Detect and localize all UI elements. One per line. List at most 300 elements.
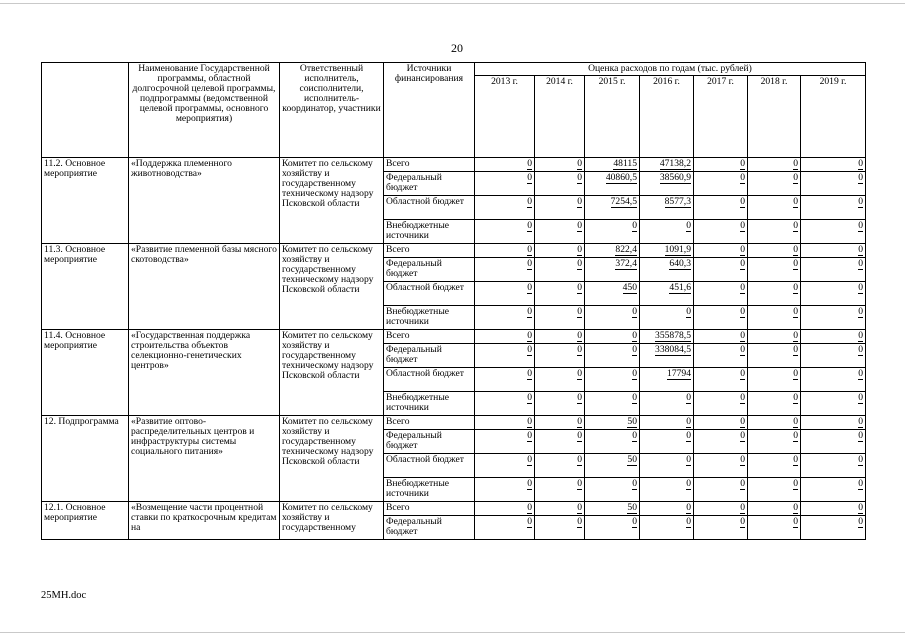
value-text: 7254,5 <box>610 196 637 207</box>
value-text: 0 <box>686 502 691 513</box>
value-text: 0 <box>740 244 745 255</box>
value-cell <box>801 258 866 282</box>
value-cell <box>535 330 585 344</box>
value-text: 0 <box>527 196 532 207</box>
value-text: 0 <box>740 502 745 513</box>
value-cell <box>585 368 640 392</box>
value-cell <box>801 344 866 368</box>
value-text: 450 <box>622 282 637 293</box>
value-text: 0 <box>632 220 637 231</box>
value-text: 17794 <box>667 368 691 379</box>
value-cell <box>748 306 801 330</box>
value-text: 0 <box>686 454 691 465</box>
value-text: 0 <box>632 516 637 527</box>
value-cell <box>535 516 585 540</box>
value-cell <box>801 158 866 172</box>
value-text: 8577,3 <box>664 196 691 207</box>
value-cell <box>585 306 640 330</box>
value-cell <box>535 196 585 220</box>
value-text: 0 <box>632 430 637 441</box>
value-text: 0 <box>577 454 582 465</box>
row-id-cell: 11.3. Основное мероприятие <box>42 244 129 330</box>
value-text: 0 <box>858 258 863 269</box>
value-cell <box>694 454 748 478</box>
value-cell <box>748 172 801 196</box>
value-text: 0 <box>793 158 798 169</box>
row-name-cell: «Поддержка племенного животноводства» <box>129 158 280 244</box>
value-text: 0 <box>577 158 582 169</box>
value-text: 0 <box>858 502 863 513</box>
value-cell <box>535 454 585 478</box>
value-text: 0 <box>577 196 582 207</box>
table-row <box>42 502 866 516</box>
value-text: 0 <box>740 306 745 317</box>
value-text: 0 <box>858 392 863 403</box>
funding-source-cell: Всего <box>384 502 475 516</box>
value-text: 0 <box>527 172 532 183</box>
funding-source-cell: Федеральный бюджет <box>384 430 475 454</box>
value-cell <box>748 454 801 478</box>
header-name-column: Наименование Государственной программы, областной долгосрочной целевой программы, подпрограммы (ведомственной целевой программы, основного мероприятия) <box>129 63 280 158</box>
value-cell <box>475 196 535 220</box>
value-text: 0 <box>740 158 745 169</box>
value-cell <box>748 158 801 172</box>
value-text: 0 <box>686 220 691 231</box>
value-cell <box>640 172 694 196</box>
value-text: 0 <box>793 368 798 379</box>
value-cell <box>640 416 694 430</box>
value-cell <box>748 196 801 220</box>
row-responsible-cell: Комитет по сельскому хозяйству и государственному техническому надзору Псковской области <box>280 416 384 502</box>
value-cell <box>640 454 694 478</box>
value-text: 0 <box>577 344 582 355</box>
value-cell <box>640 282 694 306</box>
value-cell <box>585 454 640 478</box>
value-cell <box>475 416 535 430</box>
value-cell <box>535 416 585 430</box>
value-text: 0 <box>793 258 798 269</box>
value-text: 50 <box>627 454 637 465</box>
funding-source-cell: Федеральный бюджет <box>384 344 475 368</box>
value-cell <box>585 258 640 282</box>
value-text: 0 <box>858 172 863 183</box>
value-text: 0 <box>740 172 745 183</box>
row-name-cell: «Развитие оптово-распределительных центров и инфраструктуры системы социального питания» <box>129 416 280 502</box>
value-cell <box>748 258 801 282</box>
value-text: 0 <box>793 330 798 341</box>
value-text: 0 <box>740 430 745 441</box>
value-cell <box>748 430 801 454</box>
value-text: 0 <box>527 516 532 527</box>
value-cell <box>748 368 801 392</box>
value-cell <box>535 220 585 244</box>
value-cell <box>748 392 801 416</box>
value-text: 0 <box>858 158 863 169</box>
value-text: 50 <box>627 502 637 513</box>
row-id-cell: 11.2. Основное мероприятие <box>42 158 129 244</box>
value-text: 0 <box>527 502 532 513</box>
table-row <box>42 416 866 430</box>
value-text: 0 <box>793 478 798 489</box>
value-text: 0 <box>577 306 582 317</box>
value-text: 0 <box>858 282 863 293</box>
value-cell <box>535 306 585 330</box>
value-cell <box>585 158 640 172</box>
value-cell <box>694 282 748 306</box>
value-cell <box>535 392 585 416</box>
value-text: 0 <box>632 306 637 317</box>
budget-table-body <box>42 158 866 540</box>
header-year-2018: 2018 г. <box>748 76 801 158</box>
value-cell <box>694 478 748 502</box>
value-text: 0 <box>527 158 532 169</box>
value-cell <box>640 220 694 244</box>
value-text: 0 <box>686 416 691 427</box>
row-id-cell: 12.1. Основное мероприятие <box>42 502 129 540</box>
value-cell <box>694 368 748 392</box>
value-text: 0 <box>527 220 532 231</box>
value-cell <box>801 306 866 330</box>
value-cell <box>748 502 801 516</box>
value-cell <box>694 502 748 516</box>
value-text: 38560,9 <box>659 172 691 183</box>
row-id-cell: 12. Подпрограмма <box>42 416 129 502</box>
value-cell <box>694 430 748 454</box>
value-cell <box>748 220 801 244</box>
value-text: 0 <box>858 368 863 379</box>
value-text: 40860,5 <box>605 172 637 183</box>
value-cell <box>801 220 866 244</box>
table-row <box>42 244 866 258</box>
funding-source-cell: Федеральный бюджет <box>384 516 475 540</box>
value-text: 48115 <box>613 158 637 169</box>
value-cell <box>535 344 585 368</box>
value-text: 451,6 <box>669 282 691 293</box>
value-cell <box>694 258 748 282</box>
value-cell <box>748 344 801 368</box>
value-text: 0 <box>527 392 532 403</box>
value-cell <box>475 430 535 454</box>
value-cell <box>640 478 694 502</box>
value-cell <box>640 158 694 172</box>
value-cell <box>640 516 694 540</box>
value-cell <box>801 478 866 502</box>
value-cell <box>694 344 748 368</box>
value-cell <box>585 282 640 306</box>
value-cell <box>475 306 535 330</box>
value-cell <box>585 244 640 258</box>
value-cell <box>640 392 694 416</box>
value-cell <box>694 416 748 430</box>
value-text: 0 <box>740 392 745 403</box>
value-text: 0 <box>793 282 798 293</box>
value-cell <box>640 196 694 220</box>
value-text: 0 <box>793 306 798 317</box>
value-cell <box>640 344 694 368</box>
value-cell <box>535 502 585 516</box>
value-cell <box>585 392 640 416</box>
value-text: 0 <box>793 516 798 527</box>
table-row <box>42 330 866 344</box>
value-cell <box>585 196 640 220</box>
value-cell <box>475 330 535 344</box>
value-cell <box>694 330 748 344</box>
row-responsible-cell: Комитет по сельскому хозяйству и государственному техническому надзору Псковской области <box>280 244 384 330</box>
value-cell <box>748 478 801 502</box>
value-cell <box>585 502 640 516</box>
row-name-cell: «Развитие племенной базы мясного скотоводства» <box>129 244 280 330</box>
value-cell <box>694 220 748 244</box>
value-text: 372,4 <box>615 258 637 269</box>
header-year-2013: 2013 г. <box>475 76 535 158</box>
funding-source-cell: Федеральный бюджет <box>384 258 475 282</box>
value-cell <box>640 244 694 258</box>
value-text: 0 <box>793 220 798 231</box>
header-blank-cell <box>42 63 129 158</box>
value-text: 0 <box>632 368 637 379</box>
funding-source-cell: Областной бюджет <box>384 454 475 478</box>
value-cell <box>585 220 640 244</box>
value-cell <box>535 368 585 392</box>
value-cell <box>640 430 694 454</box>
value-text: 0 <box>577 244 582 255</box>
value-cell <box>801 392 866 416</box>
funding-source-cell: Внебюджетные источники <box>384 220 475 244</box>
value-cell <box>475 502 535 516</box>
value-text: 0 <box>527 244 532 255</box>
value-cell <box>694 516 748 540</box>
funding-source-cell: Внебюджетные источники <box>384 478 475 502</box>
value-cell <box>585 344 640 368</box>
row-name-cell: «Государственная поддержка строительства объектов селекционно-генетических центров» <box>129 330 280 416</box>
page-number: 20 <box>451 41 463 55</box>
value-cell <box>535 282 585 306</box>
value-cell <box>694 158 748 172</box>
value-text: 0 <box>740 258 745 269</box>
value-text: 0 <box>577 258 582 269</box>
value-text: 0 <box>740 220 745 231</box>
value-text: 0 <box>577 368 582 379</box>
value-text: 0 <box>793 196 798 207</box>
value-text: 0 <box>858 306 863 317</box>
value-text: 0 <box>740 368 745 379</box>
value-text: 0 <box>577 478 582 489</box>
value-text: 0 <box>632 344 637 355</box>
value-cell <box>640 330 694 344</box>
budget-table <box>41 62 866 540</box>
funding-source-cell: Внебюджетные источники <box>384 306 475 330</box>
value-text: 0 <box>577 502 582 513</box>
value-text: 0 <box>577 172 582 183</box>
value-cell <box>585 416 640 430</box>
value-text: 0 <box>793 454 798 465</box>
value-text: 822,4 <box>615 244 637 255</box>
value-text: 0 <box>740 516 745 527</box>
value-cell <box>475 478 535 502</box>
value-text: 0 <box>740 454 745 465</box>
value-text: 0 <box>793 430 798 441</box>
value-cell <box>801 516 866 540</box>
value-text: 0 <box>527 368 532 379</box>
row-responsible-cell: Комитет по сельскому хозяйству и государственному техническому надзору Псковской области <box>280 330 384 416</box>
value-text: 0 <box>740 196 745 207</box>
value-text: 0 <box>686 430 691 441</box>
value-text: 1091,9 <box>664 244 691 255</box>
value-cell <box>801 454 866 478</box>
value-cell <box>535 430 585 454</box>
value-text: 0 <box>740 330 745 341</box>
value-text: 0 <box>527 282 532 293</box>
value-text: 0 <box>577 392 582 403</box>
value-cell <box>475 516 535 540</box>
value-text: 0 <box>527 306 532 317</box>
value-cell <box>801 502 866 516</box>
value-cell <box>801 172 866 196</box>
value-text: 0 <box>577 282 582 293</box>
value-cell <box>535 258 585 282</box>
value-cell <box>475 172 535 196</box>
value-cell <box>535 244 585 258</box>
value-cell <box>694 392 748 416</box>
value-cell <box>475 244 535 258</box>
value-text: 47138,2 <box>659 158 691 169</box>
value-cell <box>585 172 640 196</box>
value-text: 0 <box>686 478 691 489</box>
value-cell <box>801 244 866 258</box>
row-responsible-cell: Комитет по сельскому хозяйству и государственному техническому надзору Псковской области <box>280 158 384 244</box>
value-cell <box>640 258 694 282</box>
value-text: 0 <box>858 416 863 427</box>
value-cell <box>694 196 748 220</box>
value-cell <box>801 416 866 430</box>
header-sources-column: Источники финансирования <box>384 63 475 158</box>
value-cell <box>585 516 640 540</box>
funding-source-cell: Всего <box>384 158 475 172</box>
value-text: 640,3 <box>669 258 691 269</box>
value-cell <box>640 502 694 516</box>
value-text: 0 <box>527 454 532 465</box>
footer-file-name: 25МН.doc <box>41 590 87 601</box>
value-text: 0 <box>858 454 863 465</box>
value-text: 0 <box>793 172 798 183</box>
value-text: 0 <box>632 330 637 341</box>
value-text: 0 <box>527 344 532 355</box>
value-text: 50 <box>627 416 637 427</box>
value-text: 0 <box>740 344 745 355</box>
funding-source-cell: Всего <box>384 330 475 344</box>
value-text: 0 <box>858 516 863 527</box>
row-name-cell: «Возмещение части процентной ставки по краткосрочным кредитам на <box>129 502 280 540</box>
value-text: 0 <box>577 516 582 527</box>
value-cell <box>475 220 535 244</box>
funding-source-cell: Федеральный бюджет <box>384 172 475 196</box>
value-text: 0 <box>793 344 798 355</box>
value-cell <box>694 172 748 196</box>
value-text: 0 <box>527 478 532 489</box>
header-year-2017: 2017 г. <box>694 76 748 158</box>
funding-source-cell: Областной бюджет <box>384 282 475 306</box>
scan-artifact-top <box>0 3 905 4</box>
value-cell <box>475 158 535 172</box>
value-cell <box>694 306 748 330</box>
table-row <box>42 158 866 172</box>
value-text: 0 <box>577 430 582 441</box>
value-cell <box>535 172 585 196</box>
value-text: 0 <box>793 244 798 255</box>
funding-source-cell: Всего <box>384 416 475 430</box>
value-cell <box>694 244 748 258</box>
value-cell <box>748 282 801 306</box>
header-year-2019: 2019 г. <box>801 76 866 158</box>
value-cell <box>801 196 866 220</box>
value-text: 0 <box>858 220 863 231</box>
header-year-2014: 2014 г. <box>535 76 585 158</box>
value-cell <box>585 478 640 502</box>
value-text: 0 <box>577 330 582 341</box>
value-cell <box>748 330 801 344</box>
value-text: 0 <box>527 258 532 269</box>
value-cell <box>475 368 535 392</box>
funding-source-cell: Всего <box>384 244 475 258</box>
value-cell <box>748 516 801 540</box>
value-text: 0 <box>527 430 532 441</box>
value-text: 0 <box>858 344 863 355</box>
value-cell <box>748 416 801 430</box>
value-cell <box>801 330 866 344</box>
funding-source-cell: Областной бюджет <box>384 368 475 392</box>
header-responsible-column: Ответственный исполнитель, соисполнители, исполнитель-координатор, участники <box>280 63 384 158</box>
value-cell <box>585 430 640 454</box>
header-year-2015: 2015 г. <box>585 76 640 158</box>
funding-source-cell: Внебюджетные источники <box>384 392 475 416</box>
value-cell <box>535 158 585 172</box>
value-cell <box>475 282 535 306</box>
value-text: 0 <box>793 416 798 427</box>
header-year-2016: 2016 г. <box>640 76 694 158</box>
value-cell <box>535 478 585 502</box>
value-text: 0 <box>793 502 798 513</box>
value-text: 0 <box>577 416 582 427</box>
header-estimate-column: Оценка расходов по годам (тыс. рублей) <box>475 63 866 76</box>
value-text: 0 <box>858 244 863 255</box>
value-cell <box>475 392 535 416</box>
value-text: 0 <box>686 516 691 527</box>
value-cell <box>585 330 640 344</box>
value-cell <box>801 430 866 454</box>
funding-source-cell: Областной бюджет <box>384 196 475 220</box>
value-text: 338084,5 <box>655 344 691 355</box>
row-id-cell: 11.4. Основное мероприятие <box>42 330 129 416</box>
value-text: 0 <box>632 392 637 403</box>
value-text: 0 <box>858 430 863 441</box>
value-cell <box>640 368 694 392</box>
value-text: 0 <box>527 416 532 427</box>
value-text: 0 <box>740 416 745 427</box>
value-cell <box>640 306 694 330</box>
value-text: 0 <box>686 392 691 403</box>
value-text: 0 <box>858 330 863 341</box>
value-cell <box>748 244 801 258</box>
value-text: 0 <box>858 478 863 489</box>
value-cell <box>475 344 535 368</box>
row-responsible-cell: Комитет по сельскому хозяйству и государственному <box>280 502 384 540</box>
value-text: 0 <box>858 196 863 207</box>
value-text: 0 <box>632 478 637 489</box>
value-text: 0 <box>577 220 582 231</box>
value-text: 0 <box>740 282 745 293</box>
value-cell <box>801 282 866 306</box>
scan-artifact-bottom <box>0 632 905 633</box>
